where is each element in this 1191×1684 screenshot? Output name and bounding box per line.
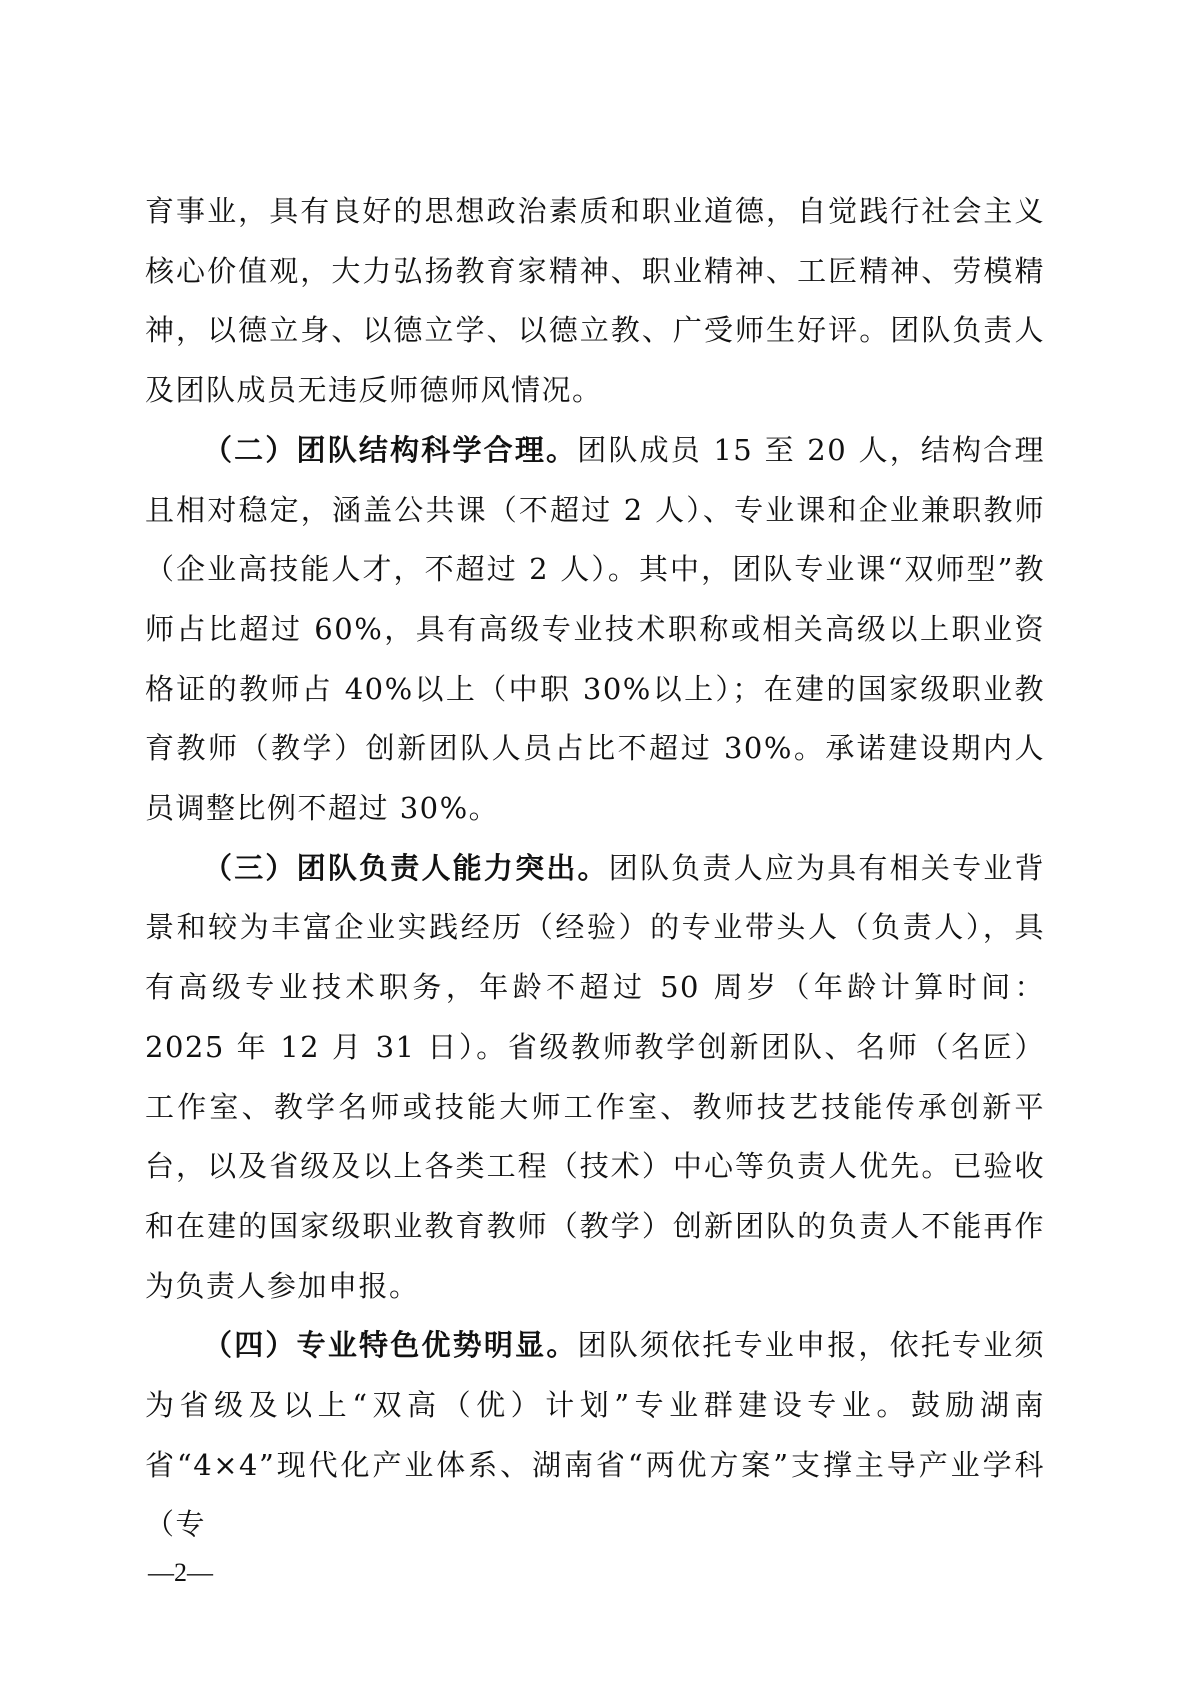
paragraph-specialty (145, 1316, 1045, 1555)
document-body (145, 182, 1045, 1555)
paragraph-text: 团队成员 15 至 20 人，结构合理且相对稳定，涵盖公共课（不超过 2 人）、专业课和企业兼职教师（企业高技能人才，不超过 2 人）。其中，团队专业课“双师型”教师占比超过 60%，具有高级专业技术职称或相关高级以上职业资格证的教师占 40%以上（中职 30%以上）；在建的国家级职业教育教师（教学）创新团队人员占比不超过 30%。承诺建设期内人员调整比例不超过 30%。 (145, 432, 1045, 826)
page-number: —2— (148, 1558, 213, 1587)
section-heading-2: （二）团队结构科学合理。 (203, 432, 578, 467)
paragraph-text: 育事业，具有良好的思想政治素质和职业道德，自觉践行社会主义核心价值观，大力弘扬教育家精神、职业精神、工匠精神、劳模精神，以德立身、以德立学、以德立教、广受师生好评。团队负责人及团队成员无违反师德师风情况。 (145, 194, 1045, 408)
paragraph-text: 团队负责人应为具有相关专业背景和较为丰富企业实践经历（经验）的专业带头人（负责人），具有高级专业技术职务，年龄不超过 50 周岁（年龄计算时间：2025 年 12 月 31 日）。省级教师教学创新团队、名师（名匠）工作室、教学名师或技能大师工作室、教师技艺技能传承创新平台，以及省级及以上各类工程（技术）中心等负责人优先。已验收和在建的国家级职业教育教师（教学）创新团队的负责人不能再作为负责人参加申报。 (145, 850, 1045, 1303)
paragraph-team-leader (145, 839, 1045, 1317)
paragraph-continuation (145, 182, 1045, 421)
paragraph-team-structure (145, 421, 1045, 839)
paragraph-text: 团队须依托专业申报，依托专业须为省级及以上“双高（优）计划”专业群建设专业。鼓励湖南省“4×4”现代化产业体系、湖南省“两优方案”支撑主导产业学科（专 (145, 1328, 1045, 1542)
section-heading-3: （三）团队负责人能力突出。 (203, 850, 609, 885)
section-heading-4: （四）专业特色优势明显。 (203, 1328, 578, 1363)
